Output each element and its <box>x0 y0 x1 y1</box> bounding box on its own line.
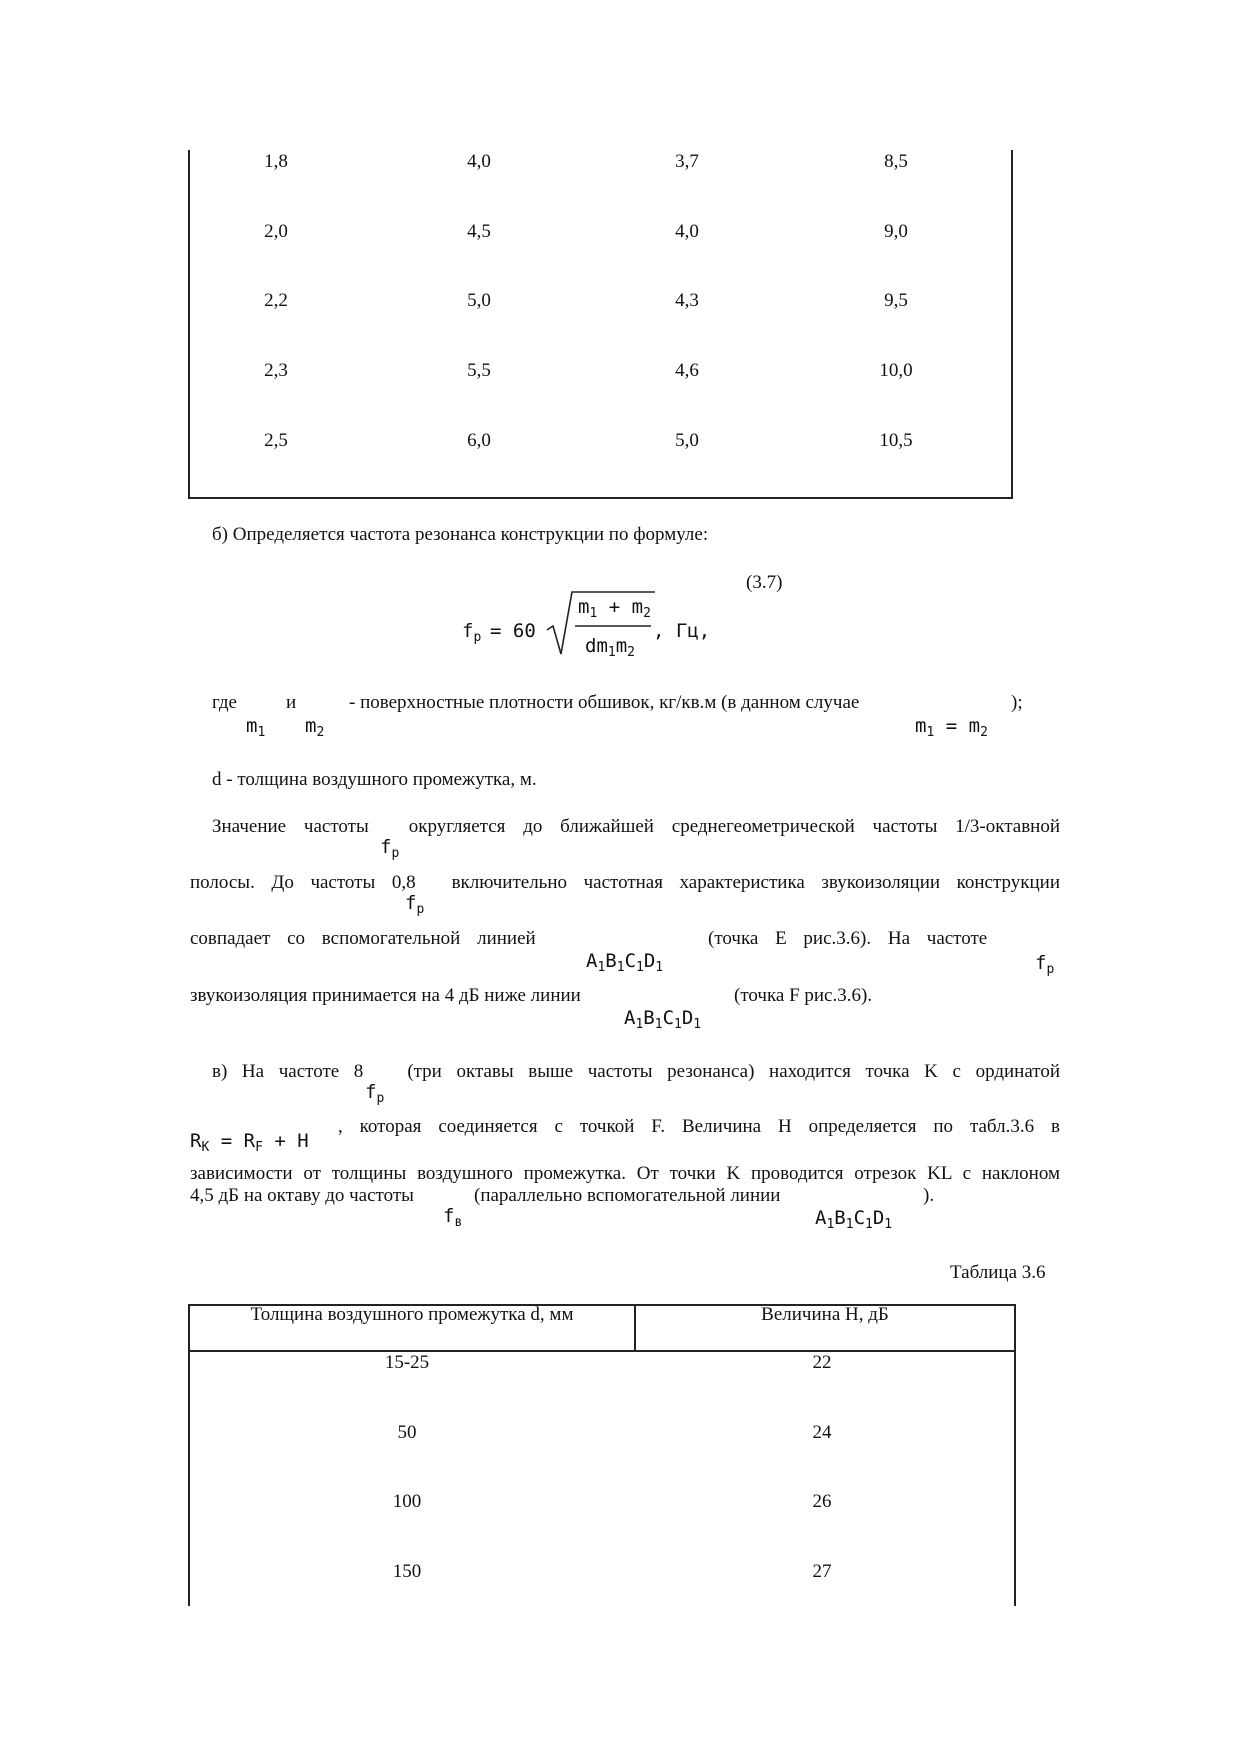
formula-coefficient: = 60 <box>490 620 536 642</box>
symbol-a1b1c1d1: $A_1B_1C_1D_1$ <box>624 1007 702 1032</box>
table-header-cell: Толщина воздушного промежутка d, мм <box>250 1304 574 1325</box>
table-top-right-border <box>1011 150 1013 499</box>
table-cell: 27 <box>812 1561 832 1582</box>
symbol-m1-equals-m2: $m_1 = m_2$ <box>915 715 988 740</box>
paragraph-frequency-line4b: (точка F рис.3.6). <box>734 985 873 1006</box>
table-cell: 26 <box>812 1491 832 1512</box>
paragraph-v-line4c: ). <box>923 1185 935 1206</box>
table-header-cell: Величина H, дБ <box>761 1304 889 1325</box>
symbol-m1: $m_1$ <box>246 715 266 740</box>
formula-denominator: $dm_1m_2$ <box>585 635 635 660</box>
table-cell: 4,0 <box>467 151 491 172</box>
where-close: ); <box>1011 692 1023 713</box>
table-top-left-border <box>188 150 190 499</box>
paragraph-v-line4b: (параллельно вспомогательной линии <box>474 1185 781 1206</box>
paragraph-b: б) Определяется частота резонанса конструкции по формуле: <box>212 524 709 545</box>
symbol-a1b1c1d1: $A_1B_1C_1D_1$ <box>586 950 664 975</box>
table-cell: 10,5 <box>879 430 913 451</box>
paragraph-frequency-line2: полосы. До частоты 0,8 включительно частотная характеристика звукоизоляции конструкции <box>190 872 1061 893</box>
table-cell: 1,8 <box>264 151 288 172</box>
d-definition: d - толщина воздушного промежутка, м. <box>212 769 537 790</box>
symbol-a1b1c1d1: $A_1B_1C_1D_1$ <box>815 1207 893 1232</box>
table-cell: 9,0 <box>884 221 908 242</box>
symbol-m2: $m_2$ <box>305 715 325 740</box>
table-cell: 2,5 <box>264 430 288 451</box>
table-top-bottom-border <box>188 497 1013 499</box>
where-word: где <box>212 692 237 713</box>
paragraph-v-line2: , которая соединяется с точкой F. Величина H определяется по табл.3.6 в <box>338 1116 1060 1137</box>
table-cell: 4,5 <box>467 221 491 242</box>
table-cell: 2,0 <box>264 221 288 242</box>
table-cell: 5,0 <box>467 290 491 311</box>
table-cell: 100 <box>392 1491 422 1512</box>
paragraph-frequency-line3a: совпадает со вспомогательной линией <box>190 928 536 949</box>
paragraph-v-line3: зависимости от толщины воздушного промежутка. От точки K проводится отрезок KL с наклоном <box>190 1163 1060 1184</box>
paragraph-frequency-line3b: (точка E рис.3.6). На частоте <box>708 928 988 949</box>
table-cell: 9,5 <box>884 290 908 311</box>
table-cell: 4,0 <box>675 221 699 242</box>
table-cell: 22 <box>812 1352 832 1373</box>
where-description: - поверхностные плотности обшивок, кг/кв.м (в данном случае <box>349 692 860 713</box>
table-caption: Таблица 3.6 <box>950 1262 1046 1283</box>
paragraph-frequency-line1: Значение частоты округляется до ближайшей среднегеометрической частоты 1/3-октавной <box>212 816 1060 837</box>
table-cell: 2,2 <box>264 290 288 311</box>
symbol-fp: $f_p$ <box>380 836 400 861</box>
paragraph-v-line1: в) На частоте 8 (три октавы выше частоты резонанса) находится точка K с ординатой <box>212 1061 1060 1082</box>
table-cell: 4,3 <box>675 290 699 311</box>
table-cell: 8,5 <box>884 151 908 172</box>
symbol-fp: $f_p$ <box>365 1081 385 1106</box>
table-cell: 10,0 <box>879 360 913 381</box>
paragraph-frequency-line4a: звукоизоляция принимается на 4 дБ ниже линии <box>190 985 581 1006</box>
formula-unit: , Гц, <box>653 620 711 642</box>
table-cell: 15-25 <box>384 1352 430 1373</box>
table-cell: 24 <box>812 1422 832 1443</box>
formula-number: (3.7) <box>746 572 783 593</box>
symbol-fv: $f_в$ <box>443 1205 463 1230</box>
table-cell: 6,0 <box>467 430 491 451</box>
table-cell: 3,7 <box>675 151 699 172</box>
formula-lhs: $f_p$ <box>462 620 482 645</box>
symbol-rk-formula: $R_K = R_F + H$ <box>190 1130 309 1155</box>
symbol-fp: $f_p$ <box>1035 952 1055 977</box>
table-cell: 150 <box>392 1561 422 1582</box>
table-cell: 4,6 <box>675 360 699 381</box>
table-cell: 2,3 <box>264 360 288 381</box>
table-cell: 5,0 <box>675 430 699 451</box>
symbol-fp: $f_p$ <box>405 892 425 917</box>
paragraph-v-line4a: 4,5 дБ на октаву до частоты <box>190 1185 414 1206</box>
table-cell: 5,5 <box>467 360 491 381</box>
table-cell: 50 <box>397 1422 417 1443</box>
formula-numerator: $m_1 + m_2$ <box>578 596 651 621</box>
and-word: и <box>286 692 297 713</box>
